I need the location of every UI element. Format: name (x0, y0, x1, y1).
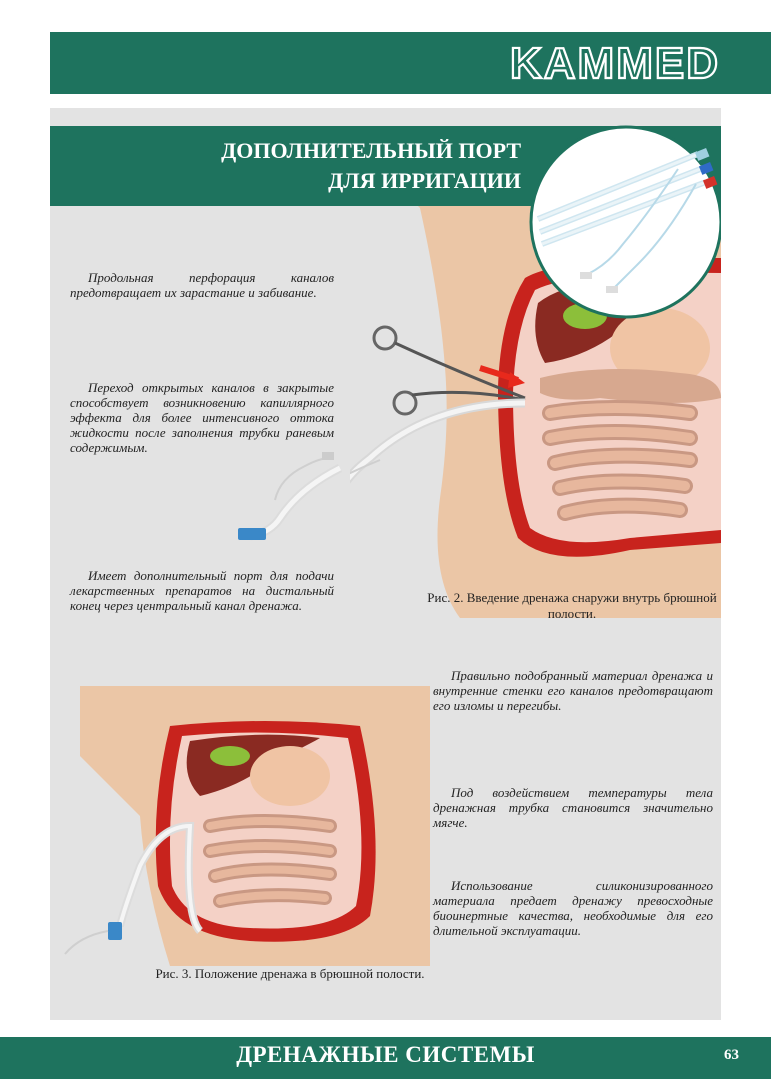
section-title-line1: ДОПОЛНИТЕЛЬНЫЙ ПОРТ (221, 138, 521, 163)
figure-2-caption: Рис. 2. Введение дренажа снаружи внутрь брюшной полости. (427, 590, 717, 621)
paragraph-perforation: Продольная перфорация каналов предотвращает их зарастание и забивание. (70, 270, 334, 300)
page-number: 63 (724, 1047, 739, 1063)
svg-text:KAMMED: KAMMED (510, 40, 720, 84)
header-bar (50, 32, 771, 94)
figure-3-caption: Рис. 3. Положение дренажа в брюшной полости. (155, 966, 425, 981)
footer-title: ДРЕНАЖНЫЕ СИСТЕМЫ (236, 1042, 535, 1067)
paragraph-silicone: Использование силиконизированного материала предает дренажу превосходные биоинертные качества, необходимые для его длительной эксплуатации. (433, 878, 713, 938)
paragraph-capillary-effect: Переход открытых каналов в закрытые способствует возникновению капиллярного эффекта для более интенсивного оттока жидкости после заполнения трубки раневым содержимым. (70, 380, 334, 455)
paragraph-temperature: Под воздействием температуры тела дренажная трубка становится значительно мягче. (433, 785, 713, 830)
drain-port-illustration (230, 448, 370, 548)
figure-3-illustration (50, 686, 430, 966)
kammed-logo (455, 40, 771, 84)
footer-bar (0, 1037, 771, 1079)
content-panel (50, 108, 721, 1020)
product-photo-circle (528, 124, 721, 320)
paragraph-material: Правильно подобранный материал дренажа и внутренние стенки его каналов предотвращают его изломы и перегибы. (433, 668, 713, 713)
section-title (221, 136, 521, 196)
section-title-line2: ДЛЯ ИРРИГАЦИИ (328, 168, 521, 193)
paragraph-additional-port: Имеет дополнительный порт для подачи лекарственных препаратов на дистальный конец через центральный канал дренажа. (70, 568, 334, 613)
